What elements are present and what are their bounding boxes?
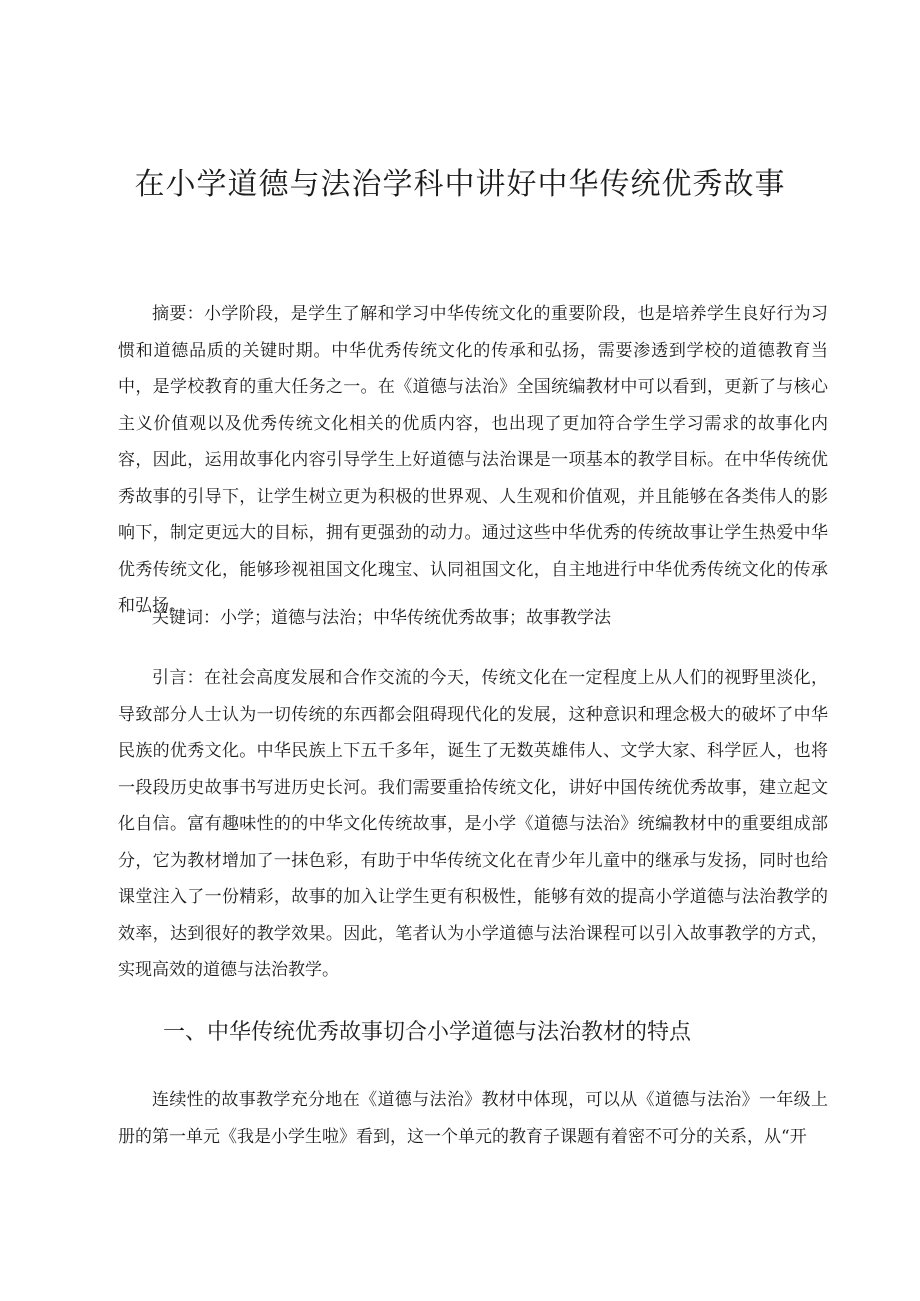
keywords-paragraph: 关键词：小学；道德与法治；中华传统优秀故事；故事教学法 bbox=[152, 608, 611, 628]
section-1-heading: 一、中华传统优秀故事切合小学道德与法治教材的特点 bbox=[163, 1020, 692, 1045]
section-1-paragraph: 连续性的故事教学充分地在《道德与法治》教材中体现，可以从《道德与法治》一年级上册的第一单元《我是小学生啦》看到，这一个单元的教育子课题有着密不可分的关系，从“开 bbox=[118, 1090, 828, 1147]
document-title: 在小学道德与法治学科中讲好中华传统优秀故事 bbox=[134, 167, 786, 202]
abstract-paragraph: 摘要：小学阶段，是学生了解和学习中华传统文化的重要阶段，也是培养学生良好行为习惯和道德品质的关键时期。中华优秀传统文化的传承和弘扬，需要渗透到学校的道德教育当中，是学校教育的重大任务之一。在《道德与法治》全国统编教材中可以看到，更新了与核心主义价值观以及优秀传统文化相关的优质内容，也出现了更加符合学生学习需求的故事化内容，因此，运用故事化内容引导学生上好道德与法治课是一项基本的教学目标。在中华传统优秀故事的引导下，让学生树立更为积极的世界观、人生观和价值观，并且能够在各类伟人的影响下，制定更远大的目标，拥有更强劲的动力。通过这些中华优秀的传统故事让学生热爱中华优秀传统文化，能够珍视祖国文化瑰宝、认同祖国文化，自主地进行中华优秀传统文化的传承和弘扬。 bbox=[118, 304, 828, 616]
introduction-paragraph: 引言：在社会高度发展和合作交流的今天，传统文化在一定程度上从人们的视野里淡化，导致部分人士认为一切传统的东西都会阻碍现代化的发展，这种意识和理念极大的破坏了中华民族的优秀文化。中华民族上下五千多年，诞生了无数英雄伟人、文学大家、科学匠人，也将一段段历史故事书写进历史长河。我们需要重拾传统文化，讲好中国传统优秀故事，建立起文化自信。富有趣味性的的中华文化传统故事，是小学《道德与法治》统编教材中的重要组成部分，它为教材增加了一抹色彩，有助于中华传统文化在青少年儿童中的继承与发扬，同时也给课堂注入了一份精彩，故事的加入让学生更有积极性，能够有效的提高小学道德与法治教学的效率，达到很好的教学效果。因此，笔者认为小学道德与法治课程可以引入故事教学的方式，实现高效的道德与法治教学。 bbox=[118, 668, 828, 980]
